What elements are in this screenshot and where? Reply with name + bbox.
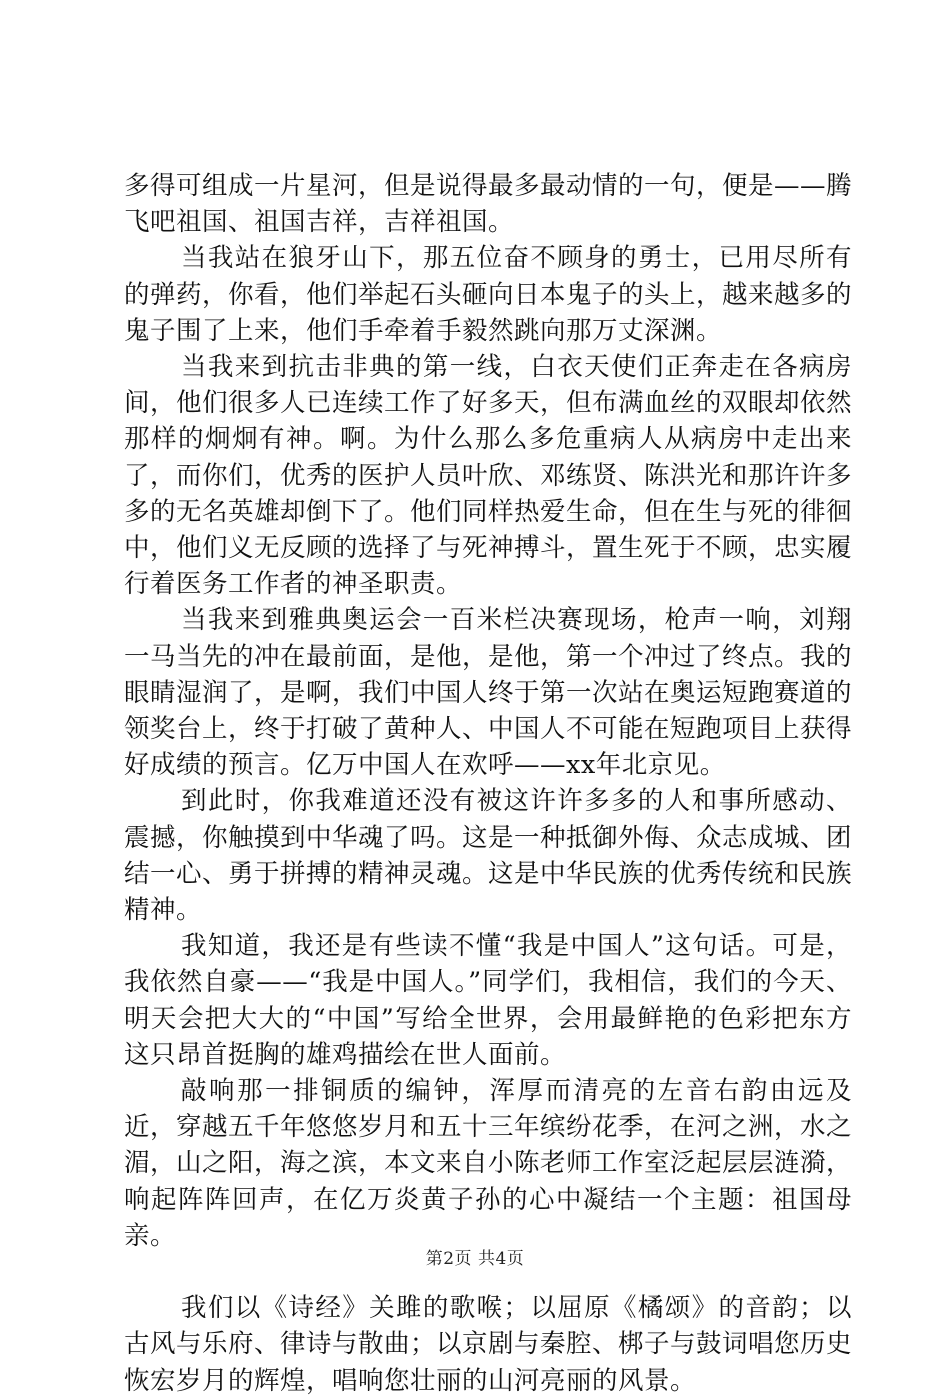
- document-body: [124, 168, 852, 1399]
- paragraph-continuation: 多得可组成一片星河，但是说得最多最动情的一句，便是——腾飞吧祖国、祖国吉祥，吉祥祖国。: [124, 171, 853, 238]
- paragraph-athens-olympics: 当我来到雅典奥运会一百米栏决赛现场，枪声一响，刘翔一马当先的冲在最前面，是他，是他，第一个冲过了终点。我的眼睛湿润了，是啊，我们中国人终于第一次站在奥运短跑赛道的领奖台上，终于打破了黄种人、中国人不可能在短跑项目上获得好成绩的预言。亿万中国人在欢呼——xx年北京见。: [124, 605, 853, 781]
- paragraph-i-am-chinese: 我知道，我还是有些读不懂“我是中国人”这句话。可是，我依然自豪——“我是中国人。”同学们，我相信，我们的今天、明天会把大大的“中国”写给全世界，会用最鲜艳的色彩把东方这只昂首挺胸的雄鸡描绘在世人面前。: [124, 931, 852, 1070]
- paragraph-classics: 我们以《诗经》关雎的歌喉；以屈原《橘颂》的音韵；以古风与乐府、律诗与散曲；以京剧与秦腔、梆子与鼓词唱您历史恢宏岁月的辉煌，唱响您壮丽的山河亮丽的风景。: [124, 1293, 853, 1396]
- paragraph-sars-frontline: 当我来到抗击非典的第一线，白衣天使们正奔走在各病房间，他们很多人已连续工作了好多天，但布满血丝的双眼却依然那样的炯炯有神。啊。为什么那么多危重病人从病房中走出来了，而你们，优秀的医护人员叶欣、邓练贤、陈洪光和那许许多多的无名英雄却倒下了。他们同样热爱生命，但在生与死的徘徊中，他们义无反顾的选择了与死神搏斗，置生死于不顾，忠实履行着医务工作者的神圣职责。: [124, 352, 853, 600]
- paragraph-langya-mountain: 当我站在狼牙山下，那五位奋不顾身的勇士，已用尽所有的弹药，你看，他们举起石头砸向日本鬼子的头上，越来越多的鬼子围了上来，他们手牵着手毅然跳向那万丈深渊。: [124, 243, 853, 346]
- paragraph-national-spirit: 到此时，你我难道还没有被这许许多多的人和事所感动、震撼，你触摸到中华魂了吗。这是一种抵御外侮、众志成城、团结一心、勇于拼搏的精神灵魂。这是中华民族的优秀传统和民族精神。: [124, 786, 853, 926]
- page-footer: 第2页 共4页: [425, 1249, 525, 1269]
- paragraph-bronze-bells: 敲响那一排铜质的编钟，浑厚而清亮的左音右韵由远及近，穿越五千年悠悠岁月和五十三年缤纷花季，在河之洲，水之湄，山之阳，海之滨，本文来自小陈老师工作室泛起层层涟漪，响起阵阵回声，在亿万炎黄子孙的心中凝结一个主题：祖国母亲。: [124, 1076, 853, 1251]
